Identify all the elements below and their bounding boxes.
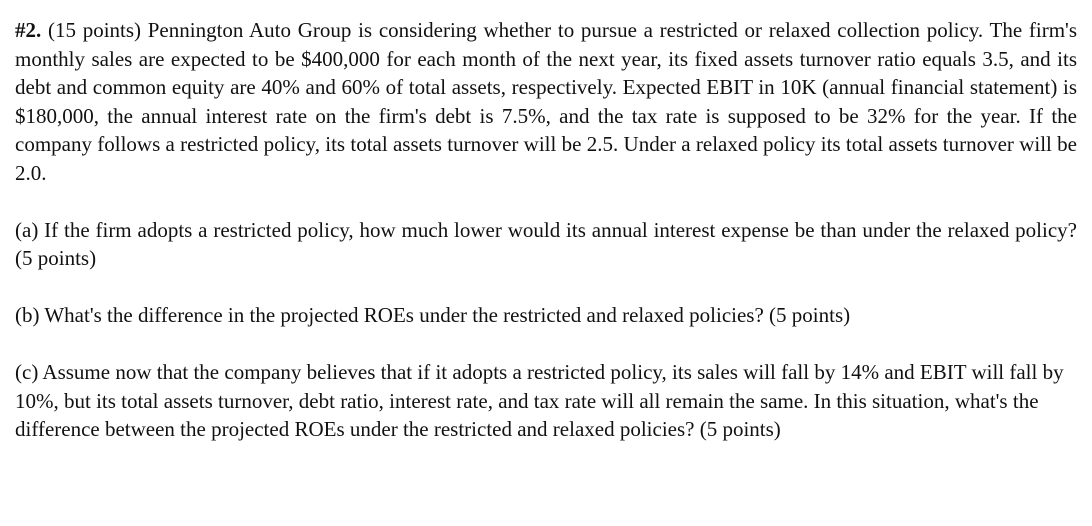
- question-part-a: (a) If the firm adopts a restricted policy, how much lower would its annual interest expense be than under the relaxed policy? (5 points): [15, 217, 1077, 270]
- problem-document: [15, 16, 1077, 444]
- question-part-c: (c) Assume now that the company believes that if it adopts a restricted policy, its sales will fall by 14% and EBIT will fall by 10%, but its total assets turnover, debt ratio, interest rate, and tax rate will all remain the same. In this situation, what's the difference between the projected ROEs under the restricted and relaxed policies? (5 points): [15, 360, 1064, 441]
- problem-intro-text: (15 points) Pennington Auto Group is considering whether to pursue a restricted or relaxed collection policy. The firm's monthly sales are expected to be $400,000 for each month of the next year, its fixed assets turnover ratio equals 3.5, and its debt and common equity are 40% and 60% of total assets, respectively. Expected EBIT in 10K (annual financial statement) is $180,000, the annual interest rate on the firm's debt is 7.5%, and the tax rate is supposed to be 32% for the year. If the company follows a restricted policy, its total assets turnover will be 2.5. Under a relaxed policy its total assets turnover will be 2.0.: [15, 18, 1077, 185]
- question-number: #2.: [15, 18, 42, 42]
- question-part-b: (b) What's the difference in the projected ROEs under the restricted and relaxed policies? (5 points): [15, 303, 851, 327]
- problem-statement: [15, 16, 1077, 187]
